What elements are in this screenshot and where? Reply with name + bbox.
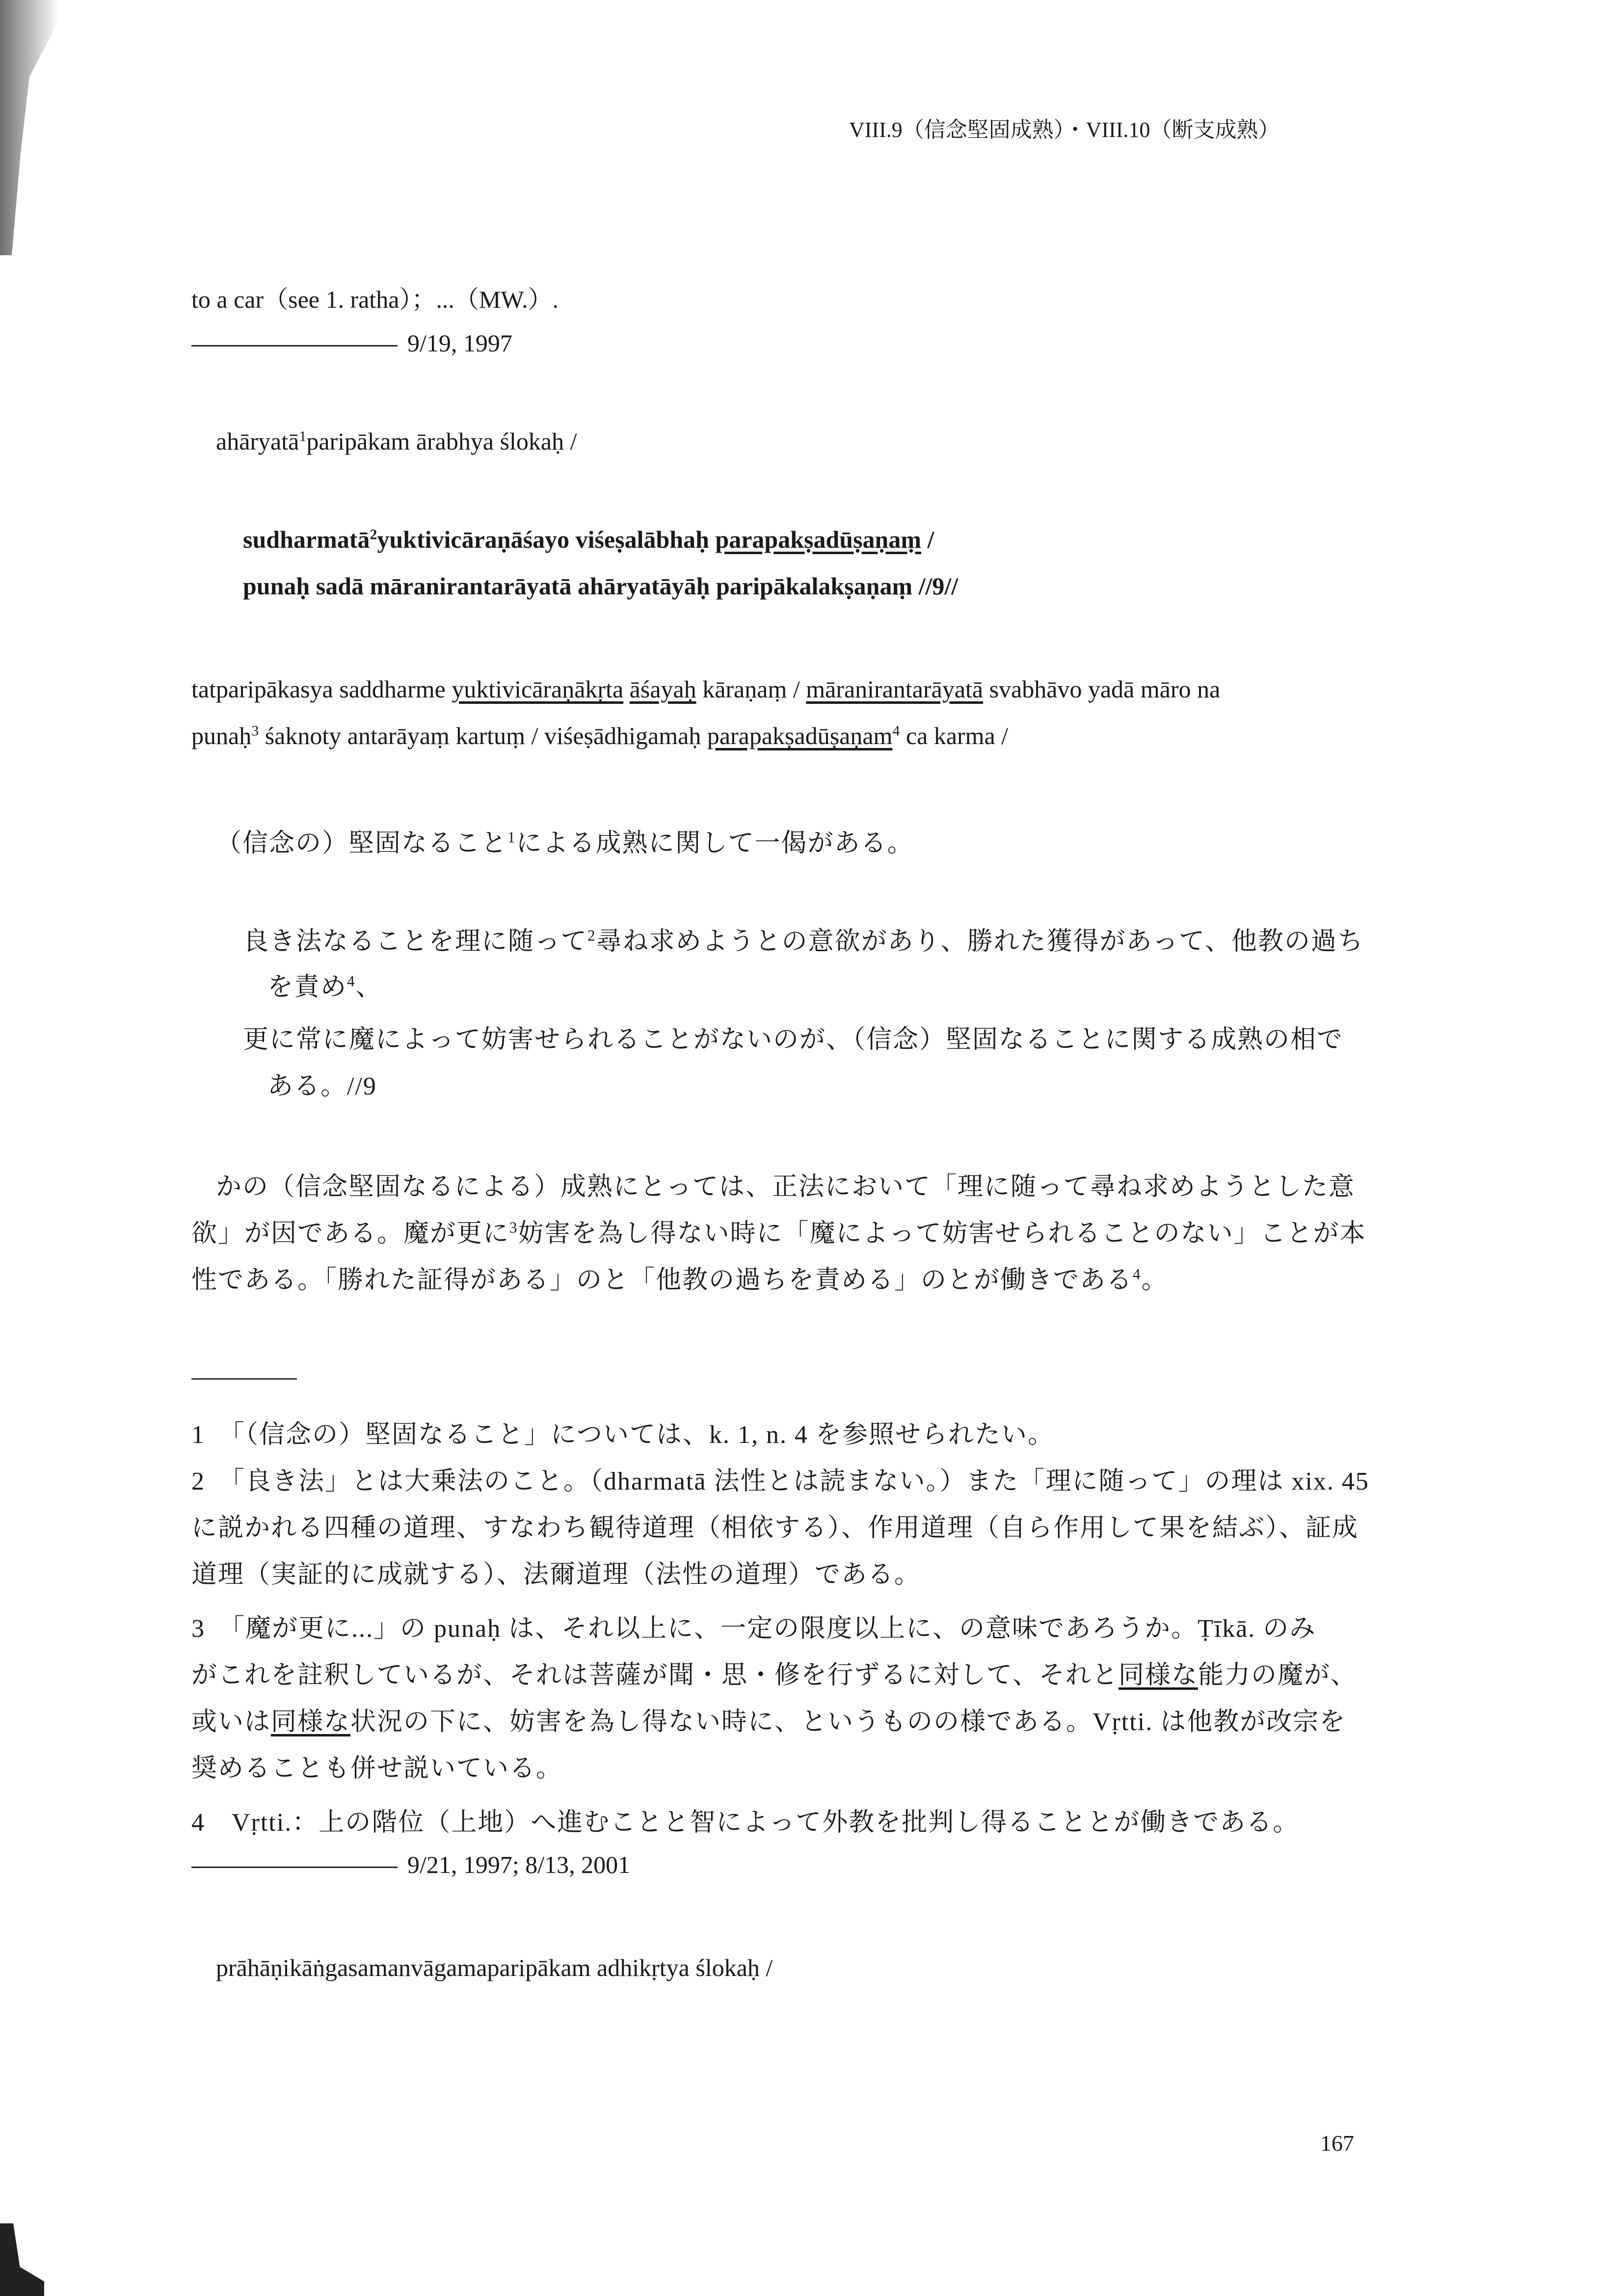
commentary-line-1 [191, 675, 1220, 703]
jp-commentary-line-3 [191, 1259, 1168, 1296]
footnote-3-line-2 [191, 1654, 1357, 1691]
jp-comm-l3-pre: 性である。「勝れた証得がある」のと「他教の過ちを責める」のとが働きである [191, 1266, 1133, 1294]
footnote-ref: 2 [587, 927, 596, 944]
jp-comm-l2-post: 妨害を為し得ない時に「魔によって妨害せられることのない」ことが本 [518, 1220, 1366, 1248]
footnote-2-line-2: に説かれる四種の道理、すなわち観待道理（相依する）、作用道理（自ら作用して果を結ぶ）、証成 [191, 1514, 1359, 1542]
footnote-1: 1 「（信念の）堅固なること」については、k. 1, n. 4 を参照せられたい。 [191, 1421, 1054, 1449]
jp-verse-line-1 [243, 920, 1364, 957]
jp-verse-l1-pre: 良き法なることを理に随って [243, 928, 588, 956]
comm-l2-b: śaknoty antarāyaṃ kartuṃ / viśeṣādhigamaḥ [259, 722, 707, 749]
jp-intro-pre: （信念の）堅固なること [216, 829, 508, 857]
comm-l2-u: parapakṣadūṣaṇam [707, 722, 893, 749]
continuation-date-line [191, 329, 512, 357]
comm-l2-a: punaḥ [191, 722, 252, 749]
footnote-ref: 4 [892, 722, 900, 739]
footnote-ref: 4 [1133, 1265, 1142, 1283]
jp-verse-line-2 [267, 966, 382, 1003]
comm-l1-a: tatparipākasya saddharme [191, 675, 452, 703]
footnote-3-line-4: 奨めることも併せ説いている。 [191, 1755, 563, 1783]
comm-l1-b: kāraṇaṃ / [696, 675, 806, 703]
comm-l1-c: svabhāvo yadā māro na [983, 675, 1221, 703]
footnote-3-line-3 [191, 1701, 1346, 1737]
jp-comm-l2-pre: 欲」が因である。魔が更に [191, 1220, 510, 1248]
verse-l1-pre: sudharmatā [243, 526, 370, 553]
fn3-l3-post: 状況の下に、妨害を為し得ない時に、というものの様である。Vṛtti. は他教が改宗を [350, 1708, 1346, 1736]
jp-verse-l2-post: 、 [355, 973, 382, 1001]
verse-line-1 [243, 525, 934, 554]
date-rule [191, 345, 398, 347]
fn3-l3-pre: 或いは [191, 1708, 271, 1736]
footnote-ref: 1 [507, 828, 516, 846]
verse-l1-end: / [921, 526, 934, 553]
verse-line-2: punaḥ sadā māranirantarāyatā ahāryatāyāḥ paripākalakṣaṇaṃ //9// [243, 572, 958, 600]
commentary-line-2 [191, 721, 1008, 750]
jp-commentary-line-2 [191, 1212, 1366, 1249]
comm-l2-c: ca karma / [900, 722, 1009, 749]
intro-pre: ahāryatā [216, 427, 299, 455]
scan-shadow-bottom [0, 2223, 44, 2296]
footnote-ref: 1 [299, 428, 307, 445]
footnote-4: 4 Vṛtti.：上の階位（上地）へ進むことと智によって外教を批判し得ることとが働きである。 [191, 1809, 1300, 1837]
fn3-l3-underlined: 同様な [271, 1708, 351, 1736]
comm-l1-space [623, 675, 630, 703]
continuation-date: 9/19, 1997 [407, 329, 512, 357]
sanskrit-intro [216, 427, 577, 455]
comm-l1-u2: āśayaḥ [629, 675, 696, 703]
jp-commentary-line-1: かの（信念堅固なるによる）成熟にとっては、正法において「理に随って尋ね求めようとした意 [216, 1173, 1355, 1201]
page-number: 167 [1320, 2131, 1354, 2156]
footnote-ref: 3 [509, 1219, 518, 1236]
footnote-ref: 4 [347, 972, 356, 990]
footnote-ref: 3 [251, 722, 259, 739]
running-header: VIII.9（信念堅固成熟）・VIII.10（断支成熟） [849, 118, 1280, 142]
scan-shadow-top [0, 0, 59, 255]
footnote-date-line [191, 1850, 630, 1879]
fn3-l2-underlined: 同様な [1118, 1661, 1198, 1689]
fn3-l2-post: 能力の魔が、 [1198, 1661, 1357, 1689]
fn3-l2-pre: がこれを註釈しているが、それは菩薩が聞・思・修を行ずるに対して、それと [191, 1661, 1118, 1689]
jp-verse-line-4: ある。//9 [267, 1072, 377, 1100]
footnote-ref: 2 [370, 526, 377, 543]
jp-verse-l1-post: 尋ね求めようとの意欲があり、勝れた獲得があって、他教の過ち [596, 928, 1364, 956]
comm-l1-u3: māranirantarāyatā [806, 675, 984, 703]
verse-l1-underlined: parapakṣadūṣaṇaṃ [715, 526, 921, 553]
jp-verse-l2-pre: を責め [267, 973, 347, 1001]
jp-intro [216, 822, 914, 859]
intro-post: paripākam ārabhya ślokaḥ / [306, 427, 577, 455]
verse-l1-mid: yuktivicāraṇāśayo viśeṣalābhaḥ [377, 526, 716, 553]
jp-verse-line-3: 更に常に魔によって妨害せられることがないのが、（信念）堅固なることに関する成熟の相で [243, 1026, 1344, 1054]
footnote-2-line-1: 2 「良き法」とは大乗法のこと。（dharmatā 法性とは読まない。）また「理に随って」の理は xix. 45 [191, 1468, 1369, 1495]
footnote-rule [191, 1378, 297, 1380]
jp-comm-l3-post: 。 [1141, 1266, 1168, 1294]
jp-intro-post: による成熟に関して一偈がある。 [516, 829, 914, 857]
continuation-text: to a car（see 1. ratha）；...（MW.）. [191, 286, 559, 313]
footnote-2-line-3: 道理（実証的に成就する）、法爾道理（法性の道理）である。 [191, 1561, 921, 1589]
next-section-intro: prāhāṇikāṅgasamanvāgamaparipākam adhikṛtya ślokaḥ / [216, 1954, 773, 1981]
date-rule [191, 1867, 398, 1868]
footnote-3-line-1: 3 「魔が更に...」の punaḥ は、それ以上に、一定の限度以上に、の意味であろうか。Ṭīkā. のみ [191, 1615, 1316, 1643]
comm-l1-u1: yuktivicāraṇākṛta [452, 675, 624, 703]
footnote-date: 9/21, 1997; 8/13, 2001 [407, 1851, 631, 1878]
